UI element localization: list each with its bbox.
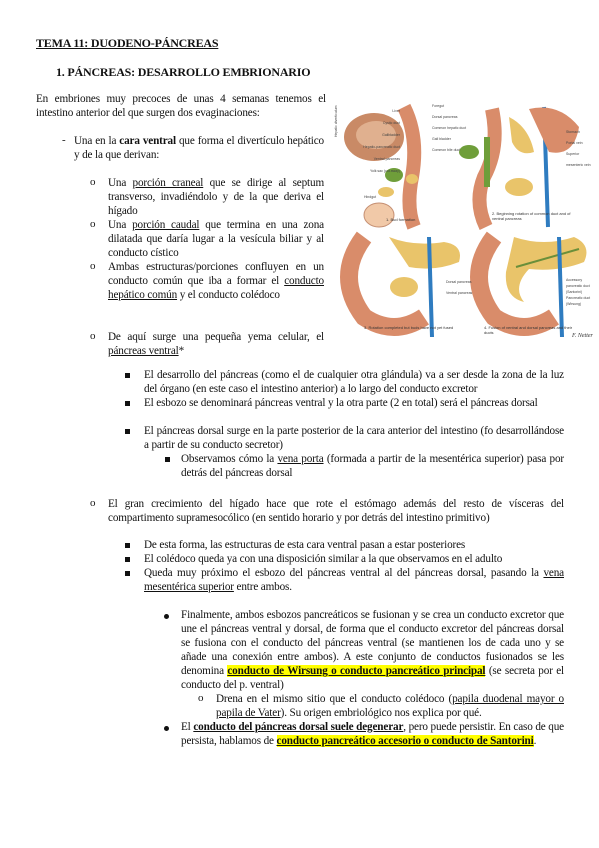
section-heading: 1. PÁNCREAS: DESARROLLO EMBRIONARIO: [56, 65, 311, 79]
figure-labels-mid: Foregut Dorsal pancreas Common hepatic duct Gall bladder Common bile duct: [432, 104, 467, 152]
o-item-rotation: El gran crecimiento del hígado hace que rote el estómago además del resto de vísceras del compartimento supramesocólico (en sentido horario y por detrás del intestino primitivo): [108, 498, 564, 524]
circle-marker: o: [90, 260, 96, 272]
wirsung-item: Finalmente, ambos esbozos pancreáticos se fusionan y se crea un conducto excretor que une el páncreas ventral y dorsal, de forma que el conducto excretor del páncreas dorsal se fusiona con el conducto del páncreas ventral (se mantienen los de cada uno y se añade una conexión entre ambos). A este conjunto de conductos fusionados se les denomina conducto de Wirsung o conducto pancreático principal (se secreta por el conducto del p. ventral): [181, 609, 564, 691]
dot-bullet: [164, 726, 169, 731]
figure-label-hindgut: Hindgut: [364, 195, 377, 199]
sub-item-conducto: Ambas estructuras/porciones confluyen en un conducto común que iba a formar el conducto hepático común y el conducto colédoco: [108, 261, 324, 301]
sub-item-caudal: Una porción caudal que termina en una zona dilatada que daría lugar a la vesícula biliar y al conducto cístico: [108, 219, 324, 259]
square-bullet: [125, 373, 130, 378]
square-bullet: [125, 429, 130, 434]
figure-label-hepatic-diverticulum: Hepatic diverticulum: [334, 105, 338, 137]
sq2-item-1: De esta forma, las estructuras de esta cara ventral pasan a estar posteriores: [144, 539, 466, 551]
figure-labels-right: Stomach Portal vein Superior mesenteric vein: [566, 130, 591, 167]
sq2-item-2: El colédoco queda ya con una disposición similar a la que observamos en el adulto: [144, 553, 503, 565]
dash-item: Una en la cara ventral que forma el divertículo hepático y de la que derivan:: [74, 135, 324, 161]
circle-marker: o: [90, 497, 96, 509]
sq2-item-3: Queda muy próximo el esbozo del páncreas ventral al del páncreas dorsal, pasando la vena mesentérica superior entre ambos.: [144, 567, 564, 593]
sub-item-craneal: Una porción craneal que se dirige al septum transverso, invadiéndolo y de la que deriva el hígado: [108, 177, 325, 217]
sq-item-1: El desarrollo del páncreas (como el de cualquier otra glándula) va a ser desde la zona de la luz del órgano (en este caso el intestino anterior) a lo largo del conducto excretor: [144, 369, 564, 395]
drena-item: Drena en el mismo sitio que el conducto colédoco (papila duodenal mayor o papila de Vater). Su origen embriológico nos explica por qué.: [216, 693, 564, 719]
portal-item: Observamos cómo la vena porta (formada a partir de la mesentérica superior) pasa por detrás del páncreas dorsal: [181, 453, 564, 479]
pancreas-development-figure: [334, 97, 594, 355]
sq-item-3: El páncreas dorsal surge en la parte posterior de la cara anterior del intestino (fo desarrollándose a partir de su conducto secretor): [144, 425, 564, 451]
square-bullet: [125, 543, 130, 548]
square-bullet: [125, 571, 130, 576]
sq-item-2: El esbozo se denominará páncreas ventral y la otra parte (2 en total) será el páncreas dorsal: [144, 397, 538, 409]
intro-paragraph: En embriones muy precoces de unas 4 semanas tenemos el intestino anterior del que surgen dos evaginaciones:: [36, 93, 326, 119]
circle-marker: o: [90, 330, 96, 342]
figure-labels-left: Liver Cystic duct Gallbladder Hepatic-pancreatic duct Ventral pancreas Yolk sac (cut away): [363, 109, 400, 173]
caption-3: 3. Rotation completed but buds have not yet fused: [364, 325, 454, 330]
santorini-item: El conducto del páncreas dorsal suele degenerar, pero puede persistir. En caso de que persista, hablamos de conducto pancreático accesorio o conducto de Santorini.: [181, 721, 564, 747]
square-bullet: [125, 557, 130, 562]
dash-marker: -: [62, 134, 66, 146]
figure-signature: F. Netter: [572, 333, 593, 339]
figure-labels-ducts: Accessory pancreatic duct (Santorini) Pancreatic duct (Wirsung): [566, 278, 591, 306]
dot-bullet: [164, 614, 169, 619]
square-bullet-small: [165, 457, 170, 462]
circle-marker: o: [198, 692, 204, 704]
caption-2: 2. Beginning rotation of common duct and of ventral pancreas: [492, 211, 571, 221]
caption-4: 4. Fusion of ventral and dorsal pancreas and their ducts: [484, 325, 573, 335]
sub-item-yema: De aquí surge una pequeña yema celular, el páncreas ventral*: [108, 331, 324, 357]
square-bullet: [125, 401, 130, 406]
page-title: TEMA 11: DUODENO-PÁNCREAS: [36, 36, 219, 50]
circle-marker: o: [90, 176, 96, 188]
circle-marker: o: [90, 218, 96, 230]
figure-labels-lower: Dorsal pancreas Ventral pancreas: [446, 280, 473, 295]
caption-1: 1. Bud formation: [386, 217, 416, 222]
